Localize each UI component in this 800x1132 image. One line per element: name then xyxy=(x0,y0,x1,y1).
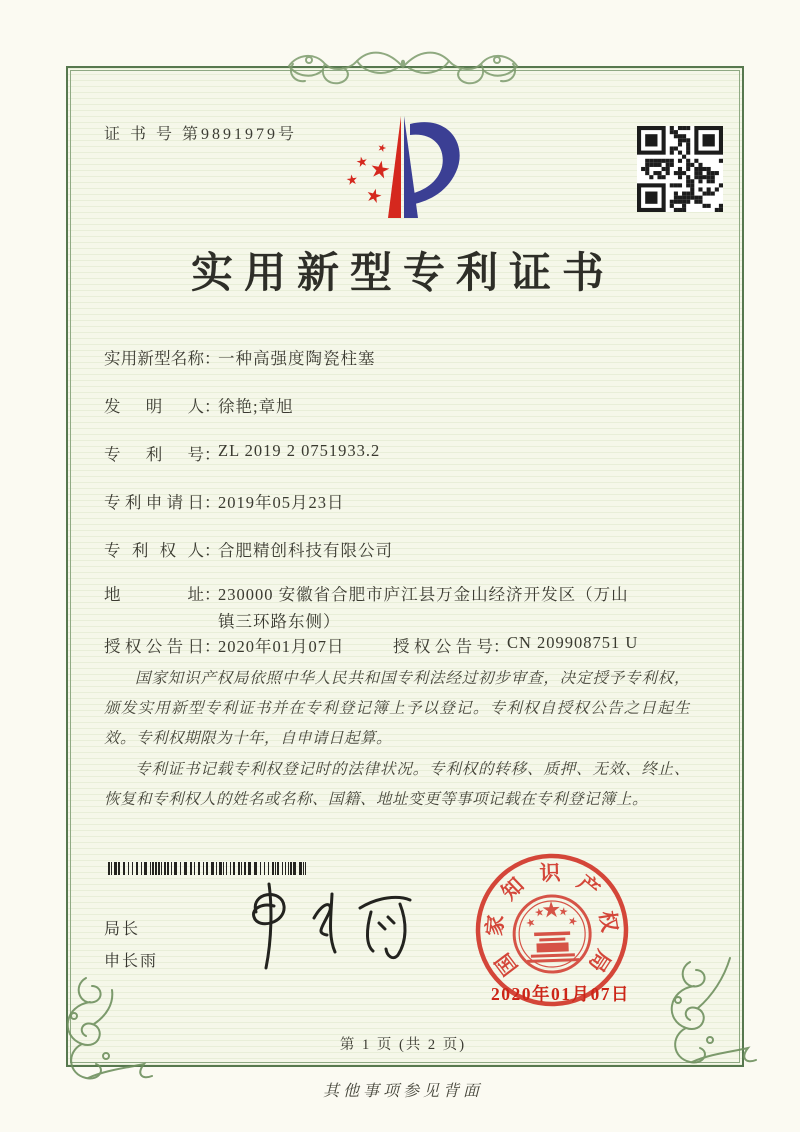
back-note: 其他事项参见背面 xyxy=(322,1083,483,1100)
field-row-patent-number: 专利号：ZL 2019 2 0751933.2 xyxy=(104,441,381,464)
legal-paragraph-2: 专利证书记载专利权登记时的法律状况。专利权的转移、质押、无效、终止、恢复和专利权人的姓名或名称、国籍、地址变更等事项记载在专利登记簿上。 xyxy=(104,760,690,808)
field-label: 实用新型名称 xyxy=(104,349,204,368)
field-label: 授权公告号 xyxy=(393,637,493,656)
grant-number-value: CN 209908751 U xyxy=(507,633,639,652)
field-value: 230000 安徽省合肥市庐江县万金山经济开发区（万山镇三环路东侧） xyxy=(218,585,629,632)
director-title: 局长 xyxy=(104,921,141,938)
field-value: ZL 2019 2 0751933.2 xyxy=(218,441,381,460)
field-value: 合肥精创科技有限公司 xyxy=(218,541,393,560)
legal-text xyxy=(104,664,690,815)
field-label: 专利权人 xyxy=(104,541,204,560)
qr-code xyxy=(637,126,723,212)
legal-paragraph-1: 国家知识产权局依照中华人民共和国专利法经过初步审查，决定授予专利权，颁发实用新型专利证书并在专利登记簿上予以登记。专利权自授权公告之日起生效。专利权期限为十年，自申请日起算。 xyxy=(104,670,690,748)
top-garland-ornament xyxy=(283,37,523,95)
certificate-title: 实用新型专利证书 xyxy=(190,251,615,297)
field-value: 一种高强度陶瓷柱塞 xyxy=(218,349,376,368)
seal-char: 权 xyxy=(594,909,622,934)
barcode xyxy=(108,862,308,875)
field-label: 授权公告日 xyxy=(104,637,204,656)
page-number: 第 1 页 (共 2 页) xyxy=(339,1037,467,1053)
director-signature xyxy=(228,878,418,978)
field-value: 徐艳;章旭 xyxy=(218,397,294,416)
seal-char: 家 xyxy=(482,913,509,937)
seal-char: 识 xyxy=(539,860,561,886)
seal-char: 知 xyxy=(496,872,529,905)
field-label: 发明人 xyxy=(104,397,204,416)
field-row-address: 地址：230000 安徽省合肥市庐江县万金山经济开发区（万山镇三环路东侧） xyxy=(104,581,636,635)
field-row-grant: 授权公告日：2020年01月07日 授权公告号：CN 209908751 U xyxy=(104,633,639,656)
field-label: 专利申请日 xyxy=(104,493,204,512)
national-emblem xyxy=(513,895,592,974)
seal-char: 局 xyxy=(584,945,616,977)
field-value: 2019年05月23日 xyxy=(218,493,345,512)
grant-date-value: 2020年01月07日 xyxy=(218,637,345,656)
seal-char: 产 xyxy=(572,870,605,903)
certificate-number: 证 书 号 第9891979号 xyxy=(104,126,298,143)
director-name: 申长雨 xyxy=(104,953,159,970)
field-row-filing-date: 专利申请日：2019年05月23日 xyxy=(104,489,345,513)
cnipa-logo xyxy=(338,112,478,224)
field-row-inventor: 发明人：徐艳;章旭 xyxy=(104,393,294,417)
seal-date: 2020年01月07日 xyxy=(491,984,630,1004)
field-row-patentee: 专利权人：合肥精创科技有限公司 xyxy=(104,537,393,561)
field-label: 地址 xyxy=(104,585,204,604)
bottom-right-corner-ornament xyxy=(652,948,762,1078)
seal-char: 国 xyxy=(490,948,523,980)
field-label: 专利号 xyxy=(104,445,204,464)
field-row-name: 实用新型名称：一种高强度陶瓷柱塞 xyxy=(104,345,376,369)
